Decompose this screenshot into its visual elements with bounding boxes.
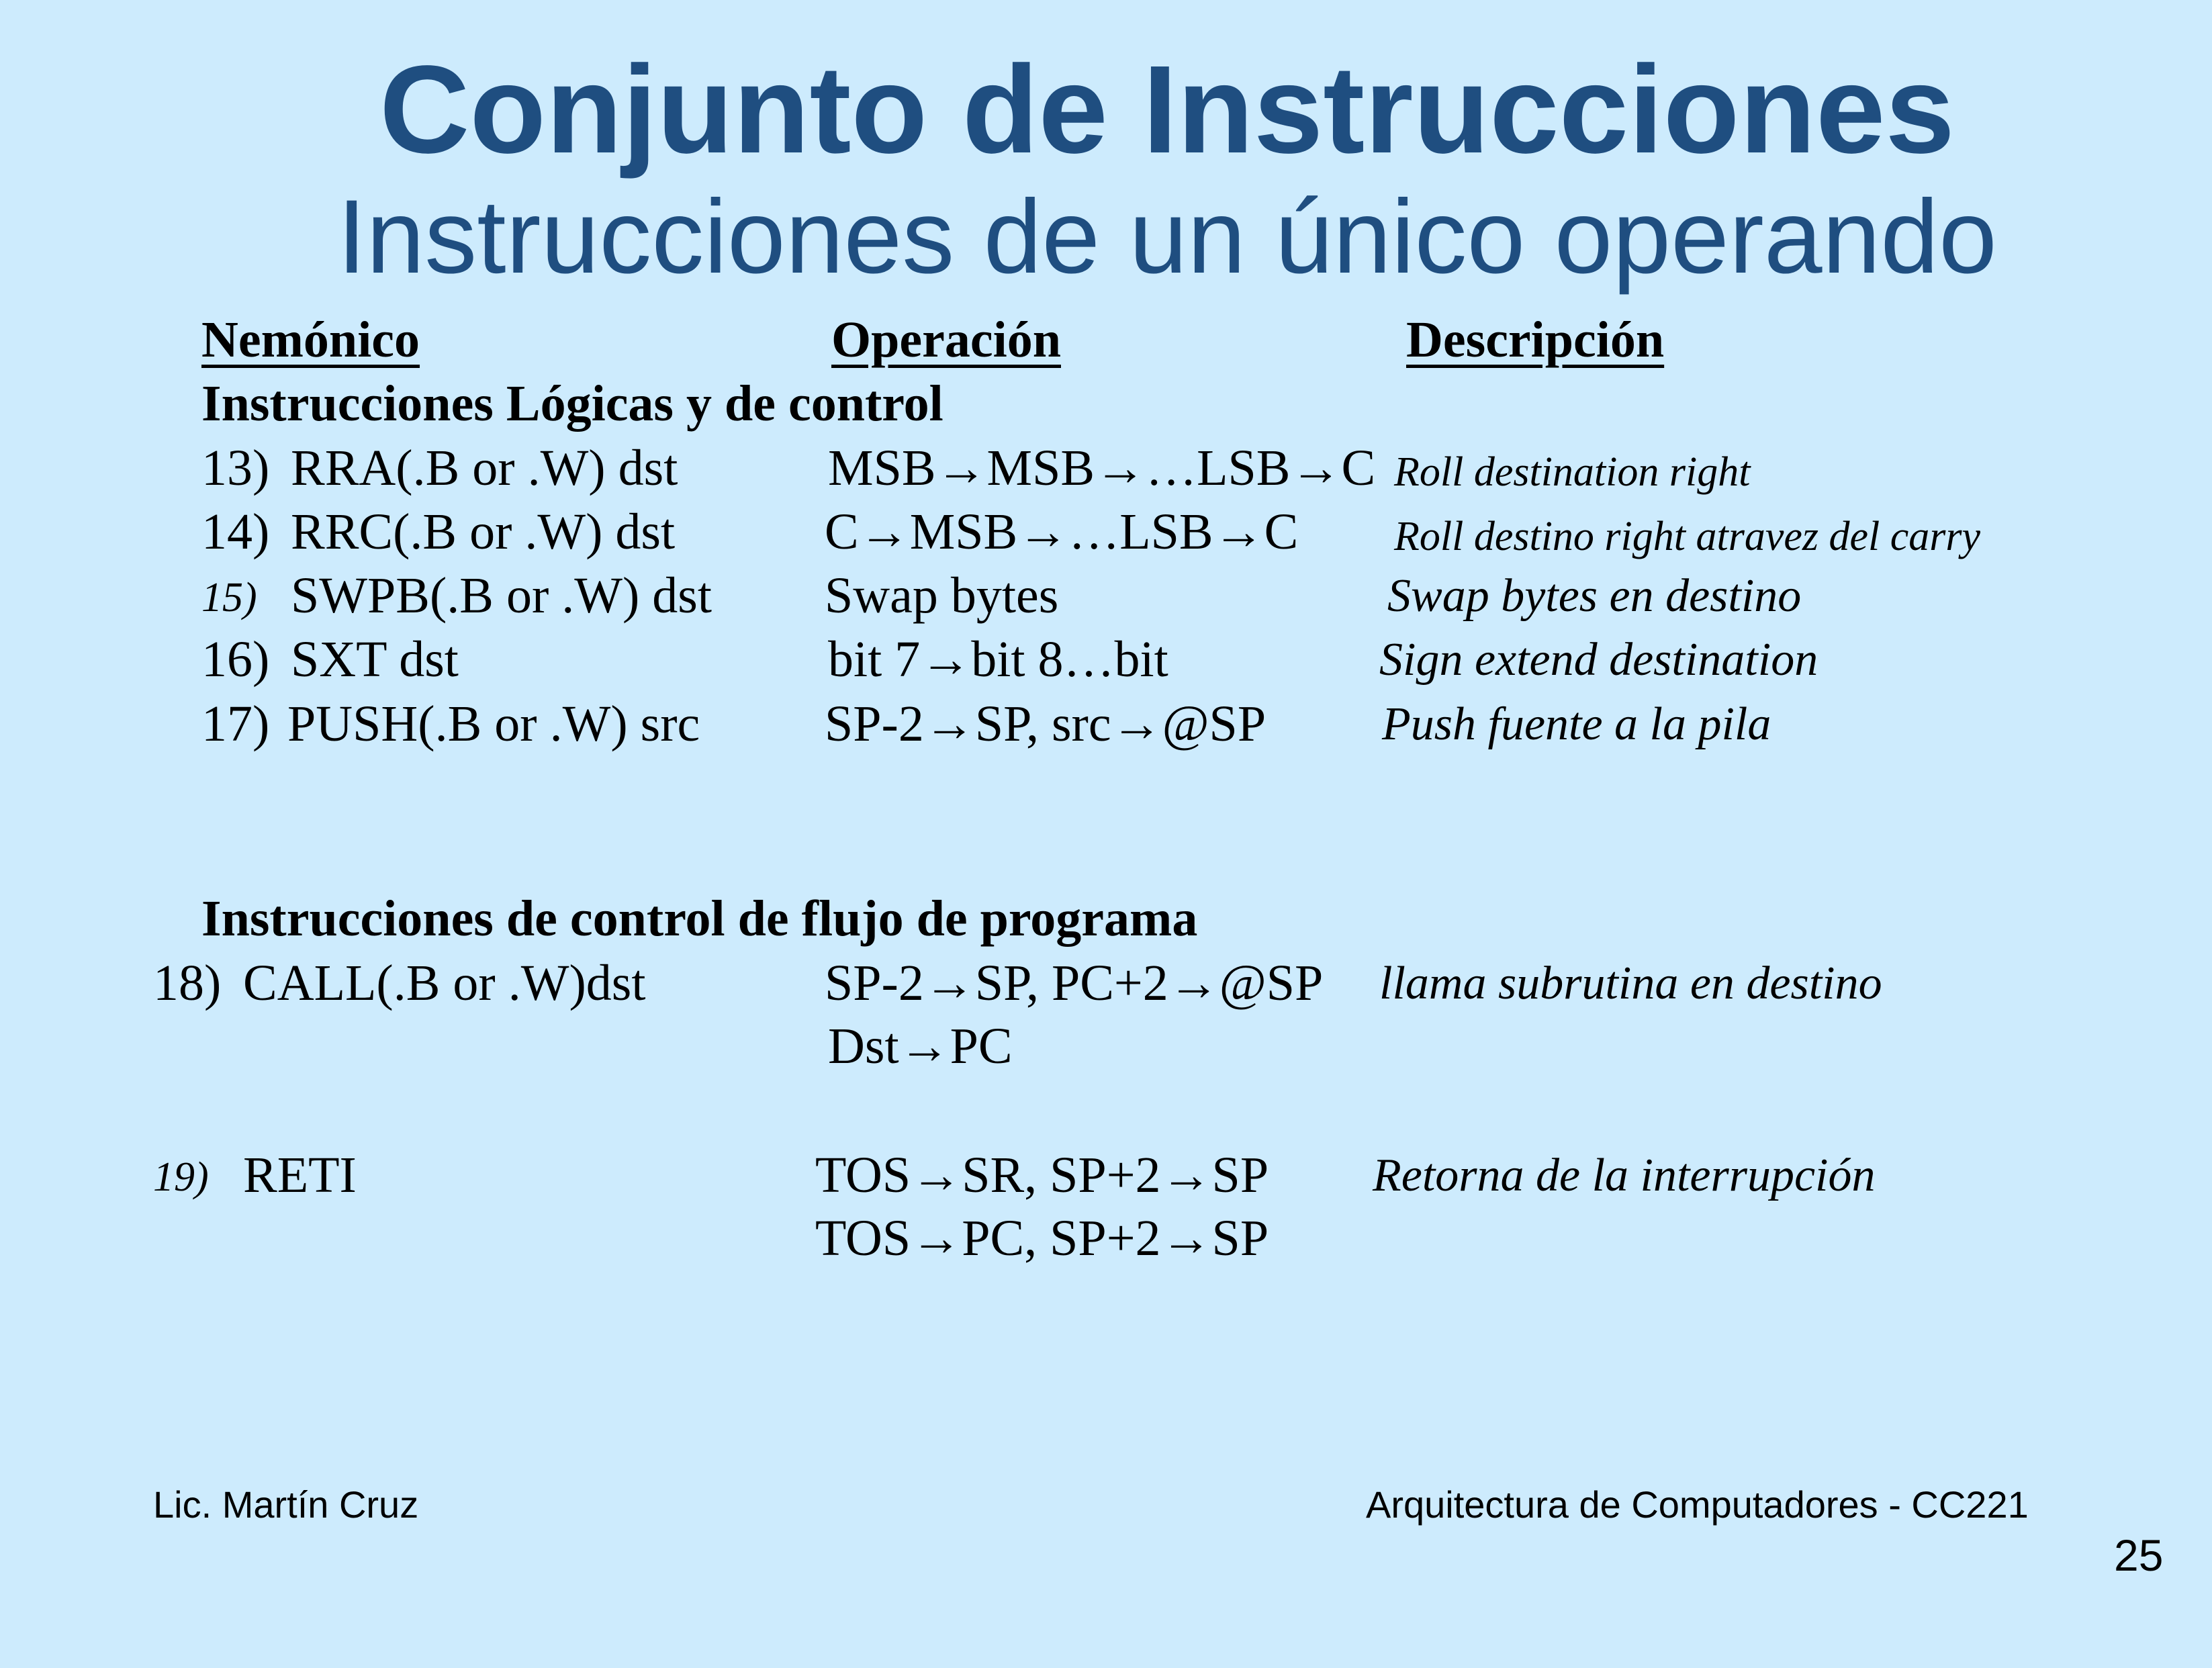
row-18-operation: SP-2→SP, PC+2→@SP (825, 955, 1324, 1011)
row-18-operation-line2: Dst→PC (828, 1018, 1013, 1074)
row-13-description: Roll destination right (1394, 449, 1751, 495)
row-15-mnemonic: SWPB(.B or .W) dst (291, 567, 712, 624)
row-17-operation: SP-2→SP, src→@SP (825, 696, 1266, 752)
slide-title: Conjunto de Instrucciones (379, 40, 1955, 179)
row-19-operation-line2: TOS→PC, SP+2→SP (815, 1210, 1269, 1266)
row-16-operation: bit 7→bit 8…bit (828, 631, 1168, 688)
row-15-description: Swap bytes en destino (1387, 570, 1802, 622)
header-mnemonic: Nemónico (201, 312, 420, 368)
row-19-mnemonic: RETI (243, 1147, 357, 1203)
row-16-mnemonic: SXT dst (291, 631, 459, 688)
row-13-num: 13) (201, 440, 270, 496)
row-19-description: Retorna de la interrupción (1373, 1150, 1876, 1201)
row-19-num: 19) (153, 1154, 209, 1200)
slide-subtitle: Instrucciones de un único operando (337, 179, 1997, 295)
footer-author: Lic. Martín Cruz (153, 1483, 419, 1526)
section-flow-heading: Instrucciones de control de flujo de programa (201, 890, 1198, 947)
row-18-mnemonic: CALL(.B or .W)dst (243, 955, 646, 1011)
page-number: 25 (2114, 1530, 2164, 1580)
row-13-operation: MSB→MSB→…LSB→C (828, 440, 1376, 496)
row-18-num: 18) (153, 955, 222, 1011)
row-18-description: llama subrutina en destino (1379, 958, 1882, 1009)
row-17-mnemonic: PUSH(.B or .W) src (287, 696, 700, 752)
footer-course: Arquitectura de Computadores - CC221 (1366, 1483, 2029, 1526)
row-14-num: 14) (201, 504, 270, 560)
header-operation: Operación (831, 312, 1061, 368)
row-16-description: Sign extend destination (1379, 634, 1818, 686)
row-13-mnemonic: RRA(.B or .W) dst (291, 440, 678, 496)
row-19-operation: TOS→SR, SP+2→SP (815, 1147, 1269, 1203)
row-14-mnemonic: RRC(.B or .W) dst (291, 504, 676, 560)
row-14-description: Roll destino right atravez del carry (1394, 514, 1981, 559)
header-description: Descripción (1406, 312, 1665, 368)
row-17-num: 17) (201, 696, 270, 752)
row-15-operation: Swap bytes (825, 567, 1059, 624)
row-14-operation: C→MSB→…LSB→C (825, 504, 1299, 560)
section-logic-heading: Instrucciones Lógicas y de control (201, 375, 943, 432)
row-16-num: 16) (201, 631, 270, 688)
row-15-num: 15) (201, 575, 257, 620)
row-17-description: Push fuente a la pila (1382, 698, 1771, 750)
